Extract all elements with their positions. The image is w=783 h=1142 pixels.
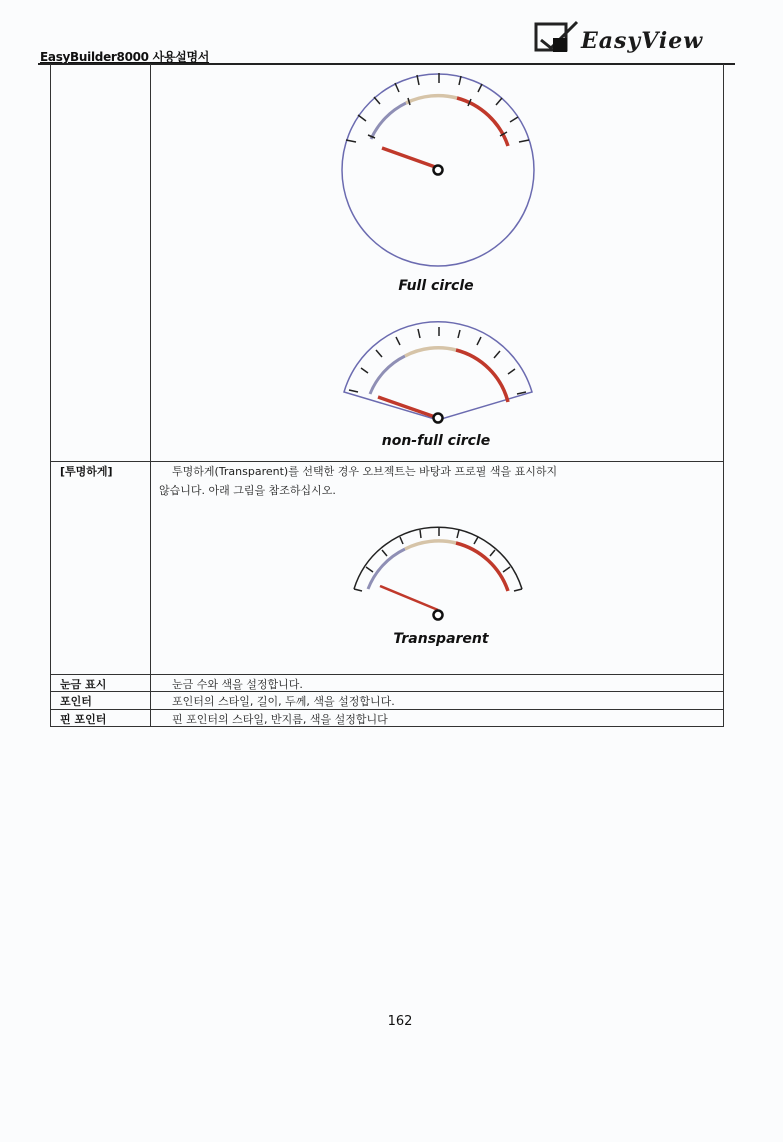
transparent-gauge [338, 515, 538, 625]
page-number: 162 [387, 1014, 413, 1029]
label-transparent: [투명하게] [60, 465, 113, 478]
pin-pointer [434, 166, 443, 175]
label-pointer: 포인터 [60, 695, 92, 708]
text-pin-pointer: 핀 포인터의 스타일, 반지름, 색을 설정합니다 [172, 713, 388, 726]
caption-full-circle: Full circle [398, 278, 474, 294]
gauge-frame [344, 322, 532, 420]
scale-ticks [354, 527, 522, 591]
full-circle-gauge [338, 70, 538, 275]
profile-high [456, 543, 508, 591]
manual-title: EasyBuilder8000 사용설명서 [40, 50, 210, 64]
column-divider [150, 64, 151, 727]
easyview-logo [533, 18, 723, 58]
caption-transparent: Transparent [393, 631, 489, 647]
row-divider [50, 461, 724, 462]
label-pin-pointer: 핀 포인터 [60, 713, 107, 726]
logo-text: EasyView [581, 28, 704, 54]
text-transparent-line1: 투명하게(Transparent)를 선택한 경우 오브젝트는 바탕과 프로필 색을 표시하지 [172, 465, 558, 478]
text-transparent-line2: 않습니다. 아래 그림을 참조하십시오. [159, 484, 336, 497]
pointer-needle [380, 586, 438, 610]
caption-non-full-circle: non-full circle [381, 433, 491, 449]
text-scale: 눈금 수와 색을 설정합니다. [172, 678, 303, 691]
pin-pointer [434, 611, 443, 620]
text-pointer: 포인터의 스타일, 길이, 두께, 색을 설정합니다. [172, 695, 395, 708]
scale-arc [354, 527, 522, 589]
pin-pointer [434, 414, 443, 423]
easyview-logo-icon [533, 18, 581, 58]
row-divider [50, 709, 724, 710]
label-scale: 눈금 표시 [60, 678, 107, 691]
row-divider [50, 691, 724, 692]
row-divider [50, 674, 724, 675]
profile-mid [405, 541, 456, 549]
non-full-circle-gauge [338, 320, 538, 425]
